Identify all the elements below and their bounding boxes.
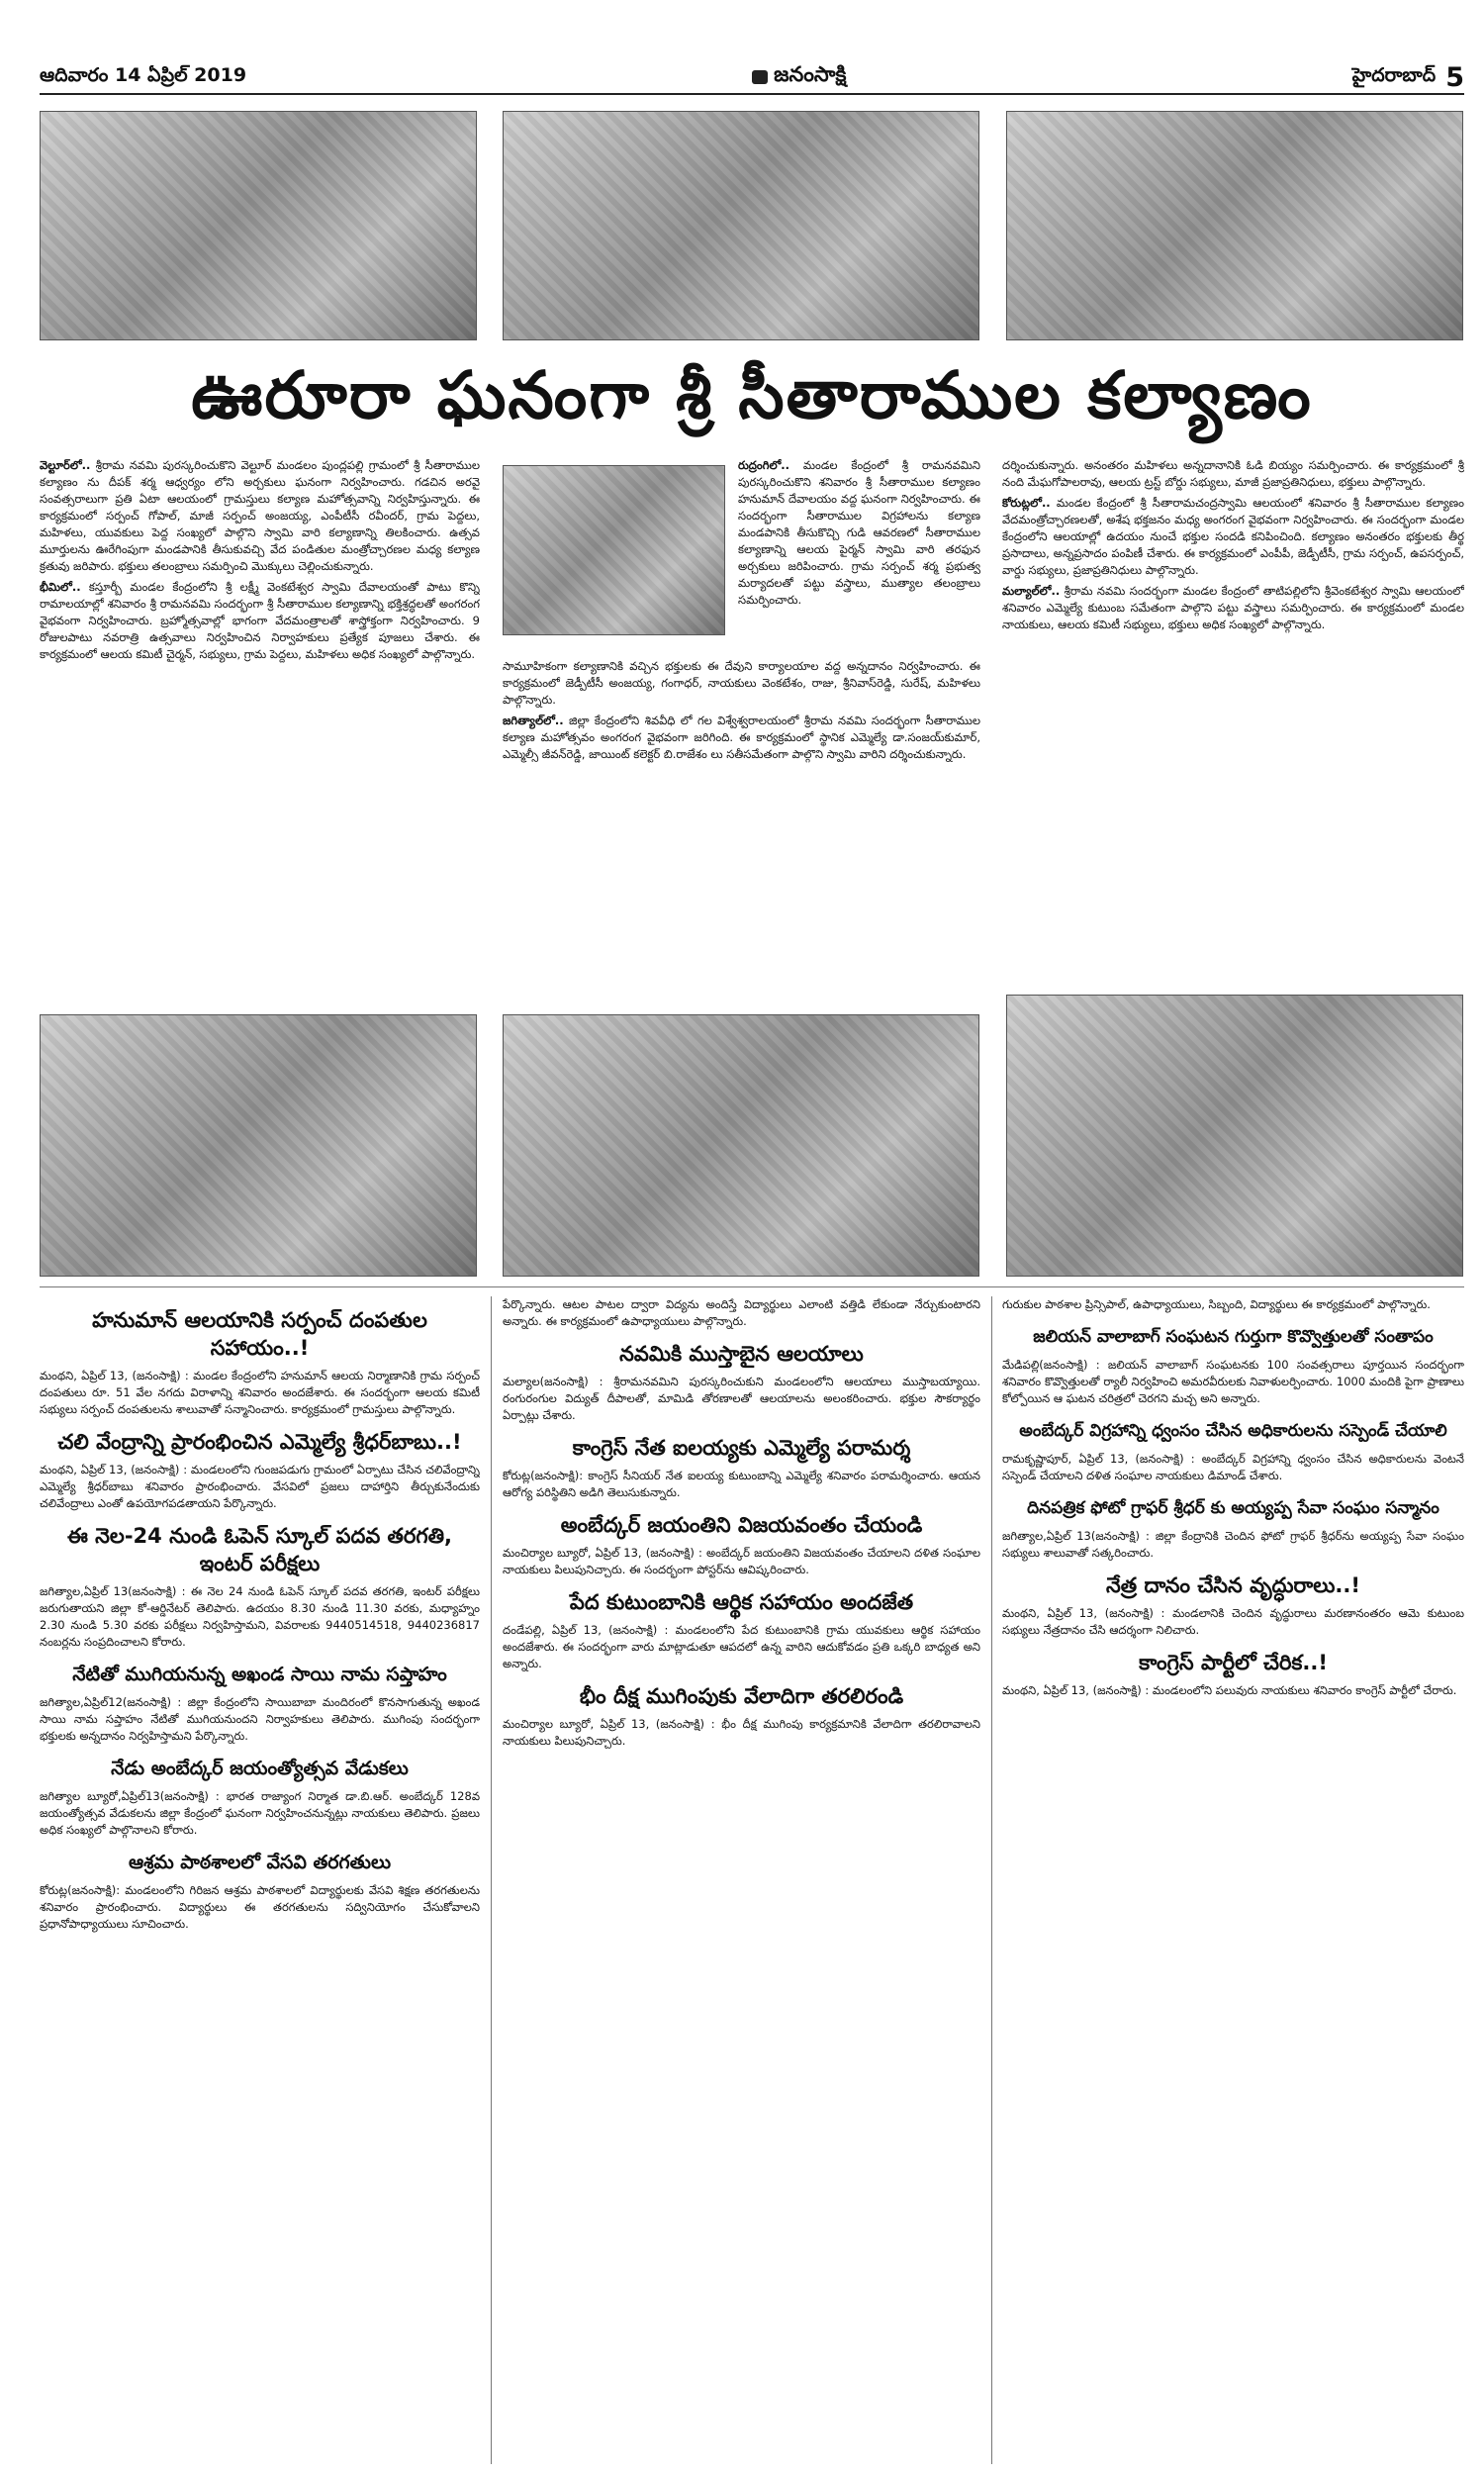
section-lead: జగిత్యాల్‌లో.. (503, 714, 564, 727)
article-text: సామూహికంగా కల్యాణానికి వచ్చిన భక్తులకు ఈ దేవుని కార్యాలయాల వద్ద అన్నదానం నిర్వహించారు. ఈ కార్యక్రమంలో జెడ్పీటీసీ అంజయ్య, గంగాధర్, నాయకులు వెంకటేశం, రాజు, శ్రీనివాస్‌రెడ్డి, సురేష్, మహిళలు పాల్గొన్నారు. (503, 659, 980, 707)
article-text: మండల కేంద్రంలో శ్రీ రామనవమిని పురస్కరించుకొని శనివారం శ్రీ సీతారాముల కల్యాణం హనుమాన్ దేవాలయం వద్ద ఘనంగా నిర్వహించారు. ఈ సందర్భంగా సీతారాముల విగ్రహాలను కల్యాణ మండపానికి తీసుకొచ్చి గుడి ఆవరణలో సీతారాముల కల్యాణాన్ని ఆలయ పైర్మన్ స్వామి వారి తరఫున అర్చకులు జరిపించారు. గ్రామ సర్పంచ్ శర్మ ప్రభుత్వ మర్యాదలతో పట్టు వస్త్రాలు, ముత్యాల తలంబ్రాలు సమర్పించారు. (738, 458, 980, 607)
lower-column-1 (40, 1296, 480, 2464)
news-headline: దినపత్రిక ఫోటో గ్రాఫర్ శ్రీధర్ కు అయ్యప్ప సేవా సంఘం సన్మానం (1027, 1498, 1439, 1518)
column-divider (991, 1296, 992, 2464)
news-body: దండేపల్లి, ఏప్రిల్ 13, (జనంసాక్షి) : మండలంలోని పేద కుటుంబానికి గ్రామ యువకులు ఆర్థిక సహాయం అందజేశారు. ఈ సందర్భంగా వారు మాట్లాడుతూ ఆపదలో ఉన్న వారిని ఆదుకోవడం ప్రతి ఒక్కరి బాధ్యత అని అన్నారు. (503, 1623, 980, 1670)
page-meta (1352, 62, 1464, 93)
article-text: దర్శించుకున్నారు. అనంతరం మహిళలు అన్నదానానికి ఓడి బియ్యం సమర్పించారు. ఈ కార్యక్రమంలో శ్రీ నంది మేఘగోపాలరావు, ఆలయ ట్రస్ట్ బోర్డు సభ్యులు, మాజీ ప్రజాప్రతినిధులు, భక్తులు పాల్గొన్నారు. (1002, 458, 1464, 489)
news-headline: జలియన్ వాలాబాగ్ సంఘటన గుర్తుగా కొవ్వొత్తులతో సంతాపం (1033, 1327, 1434, 1347)
section-lead: మల్యాల్‌లో.. (1002, 584, 1061, 598)
news-body: మంచిర్యాల బ్యూరో, ఏప్రిల్ 13, (జనంసాక్షి) : భీం దీక్ష ముగింపు కార్యక్రమానికి వేలాదిగా తరలిరావాలని నాయకులు పిలుపునిచ్చారు. (503, 1717, 980, 1748)
news-body: జగిత్యాల,ఏప్రిల్12(జనంసాక్షి) : జిల్లా కేంద్రంలోని సాయిబాబా మందిరంలో కొనసాగుతున్న అఖండ సాయి నామ సప్తాహం నేటితో ముగియనుందని నిర్వాహకులు తెలిపారు. ముగింపు సందర్భంగా భక్తులకు అన్నదానం నిర్వహిస్తామని పేర్కొన్నారు. (40, 1695, 480, 1743)
section-lead: రుద్రంగిలో.. (738, 458, 790, 472)
news-body: మంథని, ఏప్రిల్ 13, (జనంసాక్షి) : మండలానికి చెందిన వృద్ధురాలు మరణానంతరం ఆమె కుటుంబ సభ్యులు నేత్రదానం చేసి ఆదర్శంగా నిలిచారు. (1002, 1606, 1464, 1637)
article-column-1 (40, 457, 480, 1000)
food-serving-photo (40, 1014, 477, 1277)
news-headline: నేటితో ముగియనున్న అఖండ సాయి నామ సప్తాహం (72, 1664, 447, 1685)
section-lead: కోరుట్లలో.. (1002, 496, 1051, 510)
article-column-2a (738, 457, 980, 655)
temple-crowd-photo (40, 111, 477, 340)
news-body: పేర్కొన్నారు. ఆటల పాటల ద్వారా విద్యను అందిస్తే విద్యార్థులు ఎలాంటి వత్తిడి లేకుండా నేర్చుకుంటారని అన్నారు. ఈ కార్యక్రమంలో ఉపాధ్యాయులు పాల్గొన్నారు. (503, 1297, 980, 1328)
city-name: హైదరాబాద్ (1351, 63, 1437, 86)
news-body: జగిత్యాల,ఏప్రిల్ 13(జనంసాక్షి) : ఈ నెల 24 నుండి ఓపెన్ స్కూల్ పదవ తరగతి, ఇంటర్ పరీక్షలు జరుగుతాయని జిల్లా కో-ఆర్డినేటర్ తెలిపారు. ఉదయం 8.30 నుండి 11.30 వరకు, మధ్యాహ్నం 2.30 నుండి 5.30 వరకు పరీక్షలు నిర్వహిస్తామని, వివరాలకు 9440514518, 9440236817 నంబర్లను సంప్రదించాలని కోరారు. (40, 1584, 480, 1649)
section-divider (40, 1286, 1464, 1287)
news-headline: కాంగ్రెస్ పార్టీలో చేరిక..! (1139, 1651, 1328, 1674)
news-body: మంథని, ఏప్రిల్ 13, (జనంసాక్షి) : మండల కేంద్రంలోని హనుమాన్ ఆలయ నిర్మాణానికి గ్రామ సర్పంచ్ దంపతులు రూ. 51 వేల నగదు విరాళాన్ని శనివారం అందజేశారు. ఈ సందర్భంగా ఆలయ కమిటీ సభ్యులు సర్పంచ్ దంపతులను శాలువాతో సన్మానించారు. కార్యక్రమంలో గ్రామస్తులు పాల్గొన్నారు. (40, 1369, 480, 1416)
page-header (40, 61, 1464, 95)
article-text: కస్తూర్బీ మండల కేంద్రంలోని శ్రీ లక్ష్మీ వెంకటేశ్వర స్వామి దేవాలయంతో పాటు కొన్ని రామాలయాల్లో శనివారం శ్రీ రామనవమి సందర్భంగా శ్రీ సీతారాముల కల్యాణాన్ని భక్తిశ్రద్ధలతో అంగరంగ వైభవంగా నిర్వహించారు. బ్రహ్మోత్సవాల్లో భాగంగా వేదమంత్రాలతో శాస్త్రోక్తంగా నిర్వహించారు. 9 రోజులపాటు నవరాత్రి ఉత్సవాలు నిర్వహించిన నిర్వాహకులు ప్రత్యేక పూజలు చేశారు. ఈ కార్యక్రమంలో ఆలయ కమిటీ చైర్మన్, సభ్యులు, గ్రామ పెద్దలు, మహిళలు అధిక సంఖ్యలో పాల్గొన్నారు. (40, 580, 480, 661)
section-lead: వెల్టూర్‌లో.. (40, 458, 91, 472)
brand-name: జనంసాక్షి (774, 62, 847, 86)
section-lead: భీమిలో.. (40, 580, 81, 594)
article-text: జిల్లా కేంద్రంలోని శివవీధి లో గల విశ్వేశ్వరాలయంలో శ్రీరామ నవమి సందర్భంగా సీతారాముల కల్యాణ మహోత్సవం అంగరంగ వైభవంగా జరిగింది. ఈ కార్యక్రమంలో స్థానిక ఎమ్మెల్యే డా.సంజయ్‌కుమార్, ఎమ్మెల్సీ జీవన్‌రెడ్డి, జాయింట్ కలెక్టర్ బి.రాజేశం లు సతీసమేతంగా పాల్గొని స్వామి వారిని దర్శించుకున్నారు. (503, 714, 980, 761)
news-body: మేడిపల్లి(జనంసాక్షి) : జలియన్ వాలాబాగ్ సంఘటనకు 100 సంవత్సరాలు పూర్తయిన సందర్భంగా శనివారం కొవ్వొత్తులతో ర్యాలీ నిర్వహించి అమరవీరులకు నివాళులర్పించారు. 1000 మందికి పైగా ప్రాణాలు కోల్పోయిన ఆ ఘటన చరిత్రలో చెరగని మచ్చ అని అన్నారు. (1002, 1358, 1464, 1405)
news-headline: పేద కుటుంబానికి ఆర్థిక సహాయం అందజేత (569, 1590, 914, 1614)
article-text: శ్రీరామ నవమి సందర్భంగా మండల కేంద్రంలో తాటిపల్లిలోని శ్రీవెంకటేశ్వర స్వామి ఆలయంలో శనివారం ఎమ్మెల్యే కుటుంబ సమేతంగా పాల్గొని పట్టు వస్త్రాలు సమర్పించారు. ఈ కార్యక్రమంలో మండల నాయకులు, ఆలయ కమిటీ సభ్యులు, భక్తులు అధిక సంఖ్యలో పాల్గొన్నారు. (1002, 584, 1464, 631)
news-headline: అంబేద్కర్ విగ్రహాన్ని ధ్వంసం చేసిన అధికారులను సస్పెండ్ చేయాలి (1019, 1421, 1447, 1441)
main-headline: ఊరూరా ఘనంగా శ్రీ సీతారాముల కల్యాణం (191, 357, 1313, 433)
news-body: కోరుట్ల(జనంసాక్షి): మండలంలోని గిరిజన ఆశ్రమ పాఠశాలలో విద్యార్థులకు వేసవి శిక్షణ తరగతులను శనివారం ప్రారంభించారు. విద్యార్థులు ఈ తరగతులను సద్వినియోగం చేసుకోవాలని ప్రధానోపాధ్యాయులు సూచించారు. (40, 1883, 480, 1931)
news-headline: ఈ నెల-24 నుండి ఓపెన్ స్కూల్ పదవ తరగతి, ఇంటర్ పరీక్షలు (67, 1524, 452, 1575)
news-body: మల్యాల(జనంసాక్షి) : శ్రీరామనవమిని పురస్కరించుకుని మండలంలోని ఆలయాలు ముస్తాబయ్యాయి. రంగురంగుల విద్యుత్ దీపాలతో, మామిడి తోరణాలతో ఆలయాలను అలంకరించారు. భక్తుల సౌకర్యార్థం ఏర్పాట్లు చేశారు. (503, 1375, 980, 1422)
news-headline: హనుమాన్ ఆలయానికి సర్పంచ్ దంపతుల సహాయం..! (92, 1308, 427, 1360)
news-headline: ఆశ్రమ పాఠశాలలో వేసవి తరగతులు (128, 1852, 392, 1873)
column-divider (491, 1296, 492, 2464)
news-headline: భీం దీక్ష ముగింపుకు వేలాదిగా తరలిరండి (579, 1684, 904, 1708)
news-headline: కాంగ్రెస్ నేత ఐలయ్యకు ఎమ్మెల్యే పరామర్శ (572, 1436, 911, 1460)
news-body: జగిత్యాల,ఏప్రిల్ 13(జనంసాక్షి) : జిల్లా కేంద్రానికి చెందిన ఫోటో గ్రాఫర్ శ్రీధర్‌ను అయ్యప్ప సేవా సంఘం సభ్యులు శాలువాతో సత్కరించారు. (1002, 1529, 1464, 1560)
deity-idols-photo (503, 465, 725, 635)
kalyanam-ritual-photo (503, 111, 979, 340)
lower-column-2 (503, 1296, 980, 2464)
news-body: మంచిర్యాల బ్యూరో, ఏప్రిల్ 13, (జనంసాక్షి) : అంబేద్కర్ జయంతిని విజయవంతం చేయాలని దళిత సంఘాల నాయకులు పిలుపునిచ్చారు. ఈ సందర్భంగా పోస్టర్‌ను ఆవిష్కరించారు. (503, 1546, 980, 1576)
news-headline: చలి వేంద్రాన్ని ప్రారంభించిన ఎమ్మెల్యే శ్రీధర్‌బాబు..! (57, 1430, 462, 1454)
dignitaries-photo (503, 1014, 979, 1277)
news-body: మంథని, ఏప్రిల్ 13, (జనంసాక్షి) : మండలంలోని పలువురు నాయకులు శనివారం కాంగ్రెస్ పార్టీలో చేరారు. (1002, 1683, 1457, 1697)
masthead (752, 62, 846, 92)
article-text: శ్రీరామ నవమి పురస్కరించుకొని వెల్టూర్ మండలం పుంద్లపల్లి గ్రామంలో శ్రీ సీతారాముల కల్యాణం ను దీపక్ శర్మ ఆధ్వర్యం లోని అర్చకులు ఘనంగా నిర్వహించారు. గడచిన అరవై సంవత్సరాలుగా ప్రతి ఏటా ఆలయంలో గ్రామస్తులు కల్యాణ మహోత్సవాన్ని నిర్వహిస్తున్నారు. ఈ కార్యక్రమంలో సర్పంచ్ గోపాల్, మాజీ సర్పంచ్ అంజయ్య, ఎంపీటీసీ రవీందర్, గ్రామ పెద్దలు, మహిళలు, యువకులు పెద్ద సంఖ్యలో పాల్గొని స్వామి వారి కల్యాణాన్ని తిలకించారు. ఉత్సవ మూర్తులను ఊరేగింపుగా మండపానికి తీసుకువచ్చి వేద పండితుల మంత్రోచ్చారణల మధ్య కల్యాణ క్రతువు జరిపారు. భక్తులు తలంబ్రాలు సమర్పించి మొక్కులు చెల్లించుకున్నారు. (40, 458, 480, 573)
news-headline: అంబేద్కర్ జయంతిని విజయవంతం చేయండి (560, 1513, 923, 1537)
issue-date: ఆదివారం 14 ఏప్రిల్ 2019 (40, 63, 247, 86)
news-body: మంథని, ఏప్రిల్ 13, (జనంసాక్షి) : మండలంలోని గుంజపడుగు గ్రామంలో ఏర్పాటు చేసిన చలివేంద్రాన్ని ఎమ్మెల్యే శ్రీధర్‌బాబు శనివారం ప్రారంభించారు. వేసవిలో ప్రజలు దాహార్తిని తీర్చుకునేందుకు చలివేంద్రాలు ఎంతో ఉపయోగపడతాయని పేర్కొన్నారు. (40, 1463, 480, 1510)
article-column-3 (1002, 457, 1464, 1000)
article-text: మండల కేంద్రంలో శ్రీ సీతారామచంద్రస్వామి ఆలయంలో శనివారం శ్రీ సీతారాముల కల్యాణం వేదమంత్రోచ్చారణలతో, అశేష భక్తజనం మధ్య అంగరంగ వైభవంగా నిర్వహించారు. ఈ సందర్భంగా మండల కేంద్రంలోని ఆలయాల్లో ఉదయం నుంచే భక్తుల సందడి కనిపించింది. కల్యాణం అనంతరం భక్తులకు తీర్థ ప్రసాదాలు, అన్నప్రసాదం పంపిణీ చేశారు. ఈ కార్యక్రమంలో ఎంపీపీ, జెడ్పీటీసీ, గ్రామ సర్పంచ్, ఉపసర్పంచ్, వార్డు సభ్యులు, ప్రజాప్రతినిధులు పాల్గొన్నారు. (1002, 496, 1464, 577)
temple-stage-photo (1006, 111, 1463, 340)
news-headline: నేత్ర దానం చేసిన వృద్ధురాలు..! (1106, 1573, 1360, 1597)
news-body: జగిత్యాల బ్యూరో,ఏప్రిల్13(జనంసాక్షి) : భారత రాజ్యాంగ నిర్మాత డా.బి.ఆర్. అంబేద్కర్ 128వ జయంత్యోత్సవ వేడుకలను జిల్లా కేంద్రంలో ఘనంగా నిర్వహించనున్నట్లు నాయకులు తెలిపారు. ప్రజలు అధిక సంఖ్యలో పాల్గొనాలని కోరారు. (40, 1789, 480, 1837)
news-headline: నేడు అంబేద్కర్ జయంత్యోత్సవ వేడుకలు (111, 1758, 409, 1779)
article-column-2b (503, 658, 980, 1000)
news-body: కోరుట్ల(జనంసాక్షి): కాంగ్రెస్ సీనియర్ నేత ఐలయ్య కుటుంబాన్ని ఎమ్మెల్యే శనివారం పరామర్శించారు. ఆయన ఆరోగ్య పరిస్థితిని అడిగి తెలుసుకున్నారు. (503, 1469, 980, 1499)
page-number: 5 (1445, 61, 1464, 93)
news-body: గురుకుల పాఠశాల ప్రిన్సిపాల్, ఉపాధ్యాయులు, సిబ్బంది, విద్యార్థులు ఈ కార్యక్రమంలో పాల్గొన్నారు. (1002, 1297, 1431, 1311)
lower-column-3 (1002, 1296, 1464, 2464)
news-body: రామకృష్ణాపూర్, ఏప్రిల్ 13, (జనంసాక్షి) : అంబేద్కర్ విగ్రహాన్ని ధ్వంసం చేసిన అధికారులను వెంటనే సస్పెండ్ చేయాలని దళిత సంఘాల నాయకులు డిమాండ్ చేశారు. (1002, 1452, 1464, 1482)
priest-ritual-photo (1006, 995, 1463, 1277)
news-headline: నవమికి ముస్తాబైన ఆలయాలు (619, 1342, 864, 1366)
logo-icon (752, 70, 768, 84)
